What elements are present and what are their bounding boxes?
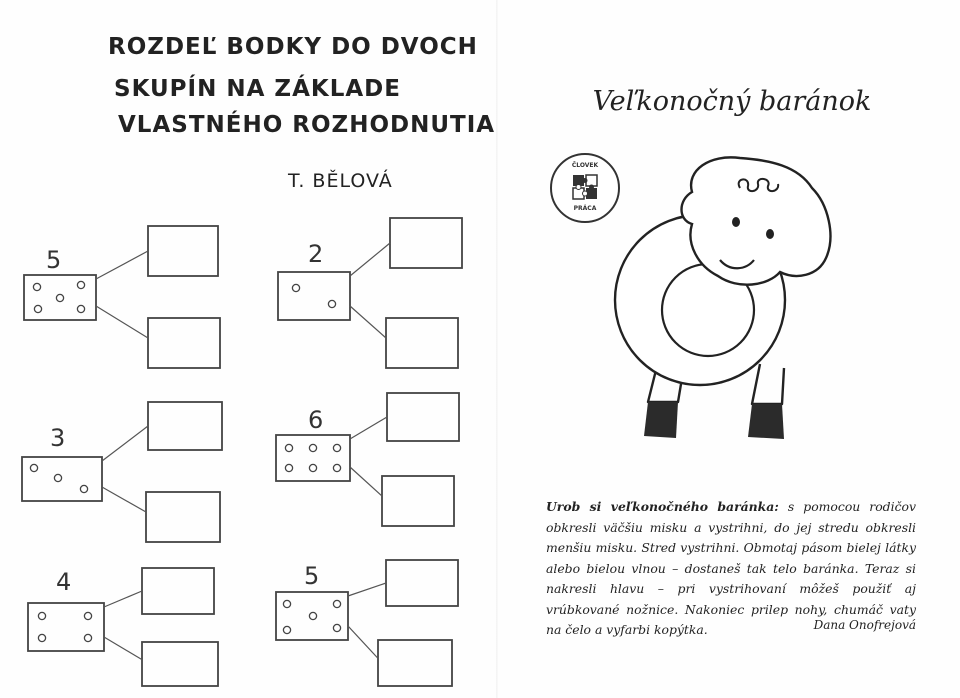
- exercise-2: [278, 218, 462, 368]
- dot: [77, 281, 84, 288]
- dot: [33, 283, 40, 290]
- exercise-1: [24, 226, 220, 368]
- worksheet-title-line-3: VLASTNÉHO ROZHODNUTIA: [118, 112, 496, 138]
- worksheet-title-line-1: ROZDEĽ BODKY DO DVOCH: [108, 34, 478, 60]
- answer-box-bottom: [148, 318, 220, 368]
- answer-box-bottom: [386, 318, 458, 368]
- answer-box-bottom: [382, 476, 454, 526]
- dot: [34, 305, 41, 312]
- dots-box: [24, 275, 96, 320]
- answer-box-bottom: [146, 492, 220, 542]
- worksheet-title-line-2: SKUPÍN NA ZÁKLADE: [114, 76, 401, 102]
- exercise-3: [22, 402, 222, 542]
- dot: [333, 600, 340, 607]
- exercise-number: 5: [46, 246, 62, 274]
- dot: [38, 634, 45, 641]
- connector-bottom: [104, 637, 142, 660]
- sheep-drawing: [600, 140, 840, 450]
- instructions-body: s pomocou rodičov obkresli väčšiu misku a vystrihni, do jej stredu obkresli menšiu misku. Stred vystrihni. Obmotaj pásom bielej látky alebo bielou vlnou – dostaneš tak telo baránka. Teraz si nakresli hlavu – pri vystrihovaní môžeš použiť aj vrúbkované nožnice. Nakoniec prilep nohy, chumáč vaty na čelo a vyfarbi kopýtka.: [546, 499, 916, 637]
- answer-box-top: [148, 226, 218, 276]
- dot: [80, 485, 87, 492]
- dot: [309, 464, 316, 471]
- connector-bottom: [348, 626, 378, 658]
- dot: [285, 444, 292, 451]
- left-hoof: [644, 402, 678, 438]
- dots-box: [278, 272, 350, 320]
- dot: [333, 444, 340, 451]
- exercise-5: [28, 568, 218, 686]
- exercise-number: 4: [56, 568, 72, 596]
- dot: [283, 600, 290, 607]
- dot: [77, 305, 84, 312]
- dot: [84, 634, 91, 641]
- dot: [292, 284, 299, 291]
- connector-top: [350, 243, 390, 276]
- connector-top: [350, 417, 387, 439]
- dot: [309, 444, 316, 451]
- connector-top: [102, 426, 148, 461]
- exercise-number: 2: [308, 240, 324, 268]
- connector-bottom: [350, 467, 382, 496]
- dot: [30, 464, 37, 471]
- worksheet-author: T. BĚLOVÁ: [288, 170, 393, 192]
- right-page: [500, 0, 960, 698]
- exercise-4: [276, 393, 459, 526]
- dot: [283, 626, 290, 633]
- connector-top: [104, 591, 142, 607]
- connector-bottom: [102, 487, 146, 512]
- answer-box-top: [142, 568, 214, 614]
- logo-bottom-text: PRÁCA: [573, 205, 597, 212]
- dot: [285, 464, 292, 471]
- dots-box: [276, 435, 350, 481]
- author-signature: Dana Onofrejová: [813, 618, 916, 632]
- left-eye: [732, 217, 740, 227]
- answer-box-top: [390, 218, 462, 268]
- connector-top: [348, 583, 386, 596]
- answer-box-top: [386, 560, 458, 606]
- exercise-number: 3: [50, 424, 66, 452]
- answer-box-top: [387, 393, 459, 441]
- instructions-lead: Urob si veľkonočného baránka:: [546, 499, 779, 514]
- answer-box-bottom: [378, 640, 452, 686]
- connector-top: [96, 251, 148, 279]
- dot: [333, 624, 340, 631]
- dot: [309, 612, 316, 619]
- answer-box-top: [148, 402, 222, 450]
- right-hoof: [748, 404, 784, 439]
- dot: [56, 294, 63, 301]
- answer-box-bottom: [142, 642, 218, 686]
- dots-box: [28, 603, 104, 651]
- exercise-number: 5: [304, 562, 320, 590]
- exercise-number: 6: [308, 406, 324, 434]
- craft-title: Veľkonočný baránok: [592, 86, 872, 117]
- exercise-6: [276, 560, 458, 686]
- dot: [333, 464, 340, 471]
- connector-bottom: [350, 306, 386, 338]
- puzzle-icon: [572, 174, 598, 200]
- dot: [328, 300, 335, 307]
- logo-top-text: ČLOVEK: [571, 162, 599, 169]
- dot: [54, 474, 61, 481]
- right-eye: [766, 229, 774, 239]
- dot: [84, 612, 91, 619]
- page-gutter: [496, 0, 498, 698]
- connector-bottom: [96, 306, 148, 338]
- right-leg: [752, 364, 784, 404]
- sheep-head: [682, 157, 831, 284]
- dot: [38, 612, 45, 619]
- dots-box: [276, 592, 348, 640]
